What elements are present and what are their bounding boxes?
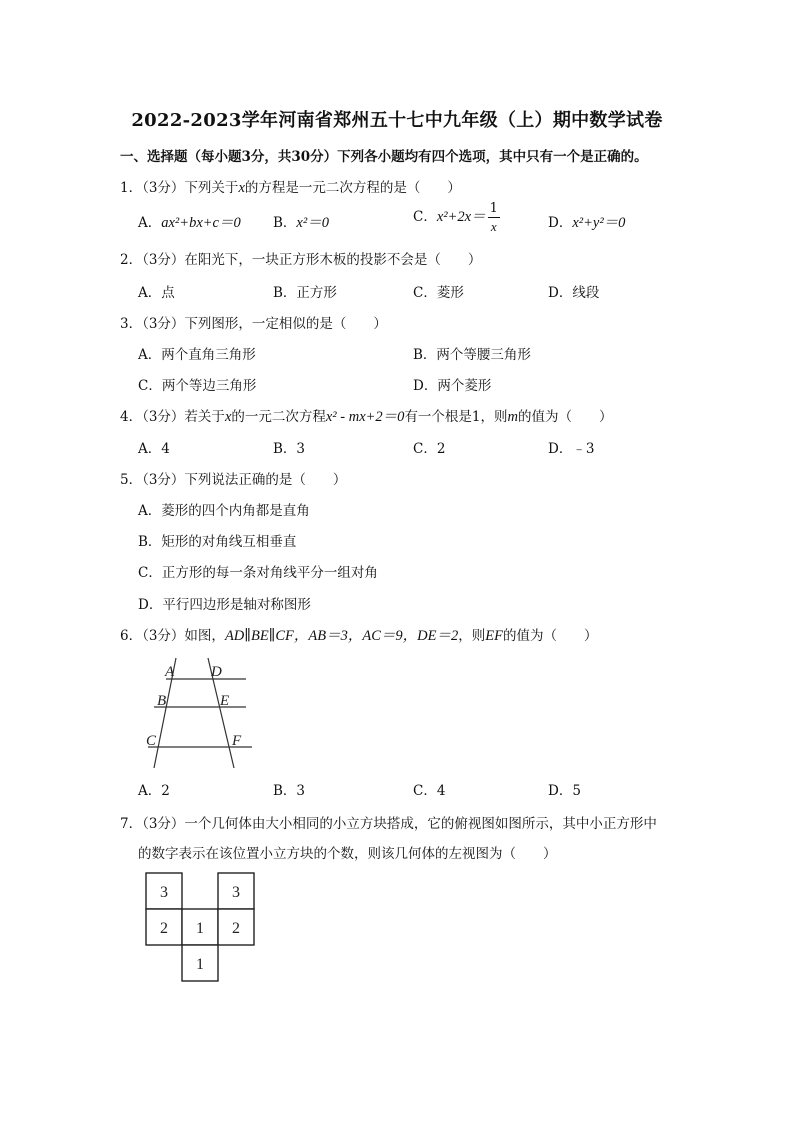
question-7-line-2: 的数字表示在该位置小立方块的个数，则该几何体的左视图为（ ）: [138, 846, 557, 862]
q3-option-d[interactable]: D．两个菱形: [413, 378, 492, 394]
page-title: 2022-2023学年河南省郑州五十七中九年级（上）期中数学试卷: [131, 110, 663, 131]
q6-parallel-lines-figure: [140, 654, 260, 772]
q6-option-b[interactable]: B．3: [273, 783, 306, 799]
q5-option-b[interactable]: B．矩形的对角线互相垂直: [138, 534, 297, 550]
q5-option-d[interactable]: D．平行四边形是轴对称图形: [138, 597, 311, 613]
q3-option-a[interactable]: A．两个直角三角形: [138, 347, 256, 363]
q6-target: EF: [485, 628, 503, 644]
q4-option-b[interactable]: B．3: [273, 441, 306, 457]
figure-label-f: F: [232, 733, 242, 749]
q6-option-d[interactable]: D．5: [548, 783, 581, 799]
question-3: 3．（3分）下列图形，一定相似的是（ ）: [120, 316, 387, 332]
q5-option-c[interactable]: C．正方形的每一条对角线平分一组对角: [138, 565, 378, 581]
q1-option-a[interactable]: A．ax²+bx+c＝0: [138, 215, 241, 231]
q6-option-c[interactable]: C．4: [413, 783, 446, 799]
q1-option-d[interactable]: D．x²+y²＝0: [548, 215, 626, 231]
grid-value: 3: [232, 884, 240, 901]
question-6: 6．（3分）如图，AD∥BE∥CF，AB＝3，AC＝9，DE＝2，则EF的值为（ ）: [120, 628, 598, 644]
q4-option-d[interactable]: D．﹣3: [548, 441, 595, 457]
q1-var: x: [238, 180, 245, 196]
grid-value: 2: [160, 920, 168, 937]
q2-option-c[interactable]: C．菱形: [413, 285, 464, 301]
question-1: [120, 176, 461, 197]
question-4: 4．（3分）若关于x的一元二次方程x² - mx+2＝0有一个根是1，则m的值为（ ）: [120, 409, 613, 425]
section-heading: 一、选择题（每小题3分，共30分）下列各小题均有四个选项，其中只有一个是正确的。: [120, 149, 648, 165]
grid-value: 1: [196, 920, 204, 937]
q3-option-c[interactable]: C．两个等边三角形: [138, 378, 257, 394]
q1-option-d-expr: x²+y²＝0: [572, 215, 626, 231]
q1-option-a-expr: ax²+bx+c＝0: [161, 215, 241, 231]
q4-equation: x² - mx+2＝0: [325, 409, 405, 425]
question-2: 2．（3分）在阳光下，一块正方形木板的投影不会是（ ）: [120, 252, 482, 268]
q6-option-a[interactable]: A．2: [138, 783, 170, 799]
q4-option-c[interactable]: C．2: [413, 441, 446, 457]
q1-label: 1．（3分）下列关于: [120, 180, 239, 196]
q4-option-a[interactable]: A．4: [138, 441, 170, 457]
q1-option-c[interactable]: C．x²+2x＝ $\frac{1}{x}$: [413, 201, 498, 234]
question-7-line-1: 7．（3分）一个几何体由大小相同的小立方块搭成，它的俯视图如图所示，其中小正方形中: [120, 816, 657, 832]
q7-top-view-grid: [144, 871, 258, 987]
q4-var-x: x: [224, 409, 232, 425]
figure-label-c: C: [146, 733, 157, 749]
grid-value: 2: [232, 920, 240, 937]
figure-label-e: E: [220, 693, 230, 709]
q1-option-b-expr: x²＝0: [296, 215, 329, 231]
figure-label-d: D: [211, 664, 222, 680]
grid-value: 3: [160, 884, 168, 901]
q4-var-m: m: [507, 409, 519, 425]
figure-label-b: B: [157, 693, 167, 709]
question-5: 5．（3分）下列说法正确的是（ ）: [120, 472, 347, 488]
grid-value: 1: [196, 956, 204, 973]
q2-option-d[interactable]: D．线段: [548, 285, 600, 301]
q1-option-c-expr: x²+2x＝: [436, 209, 486, 225]
q1-option-b[interactable]: B．x²＝0: [273, 215, 329, 231]
q5-option-a[interactable]: A．菱形的四个内角都是直角: [138, 503, 310, 519]
q1-option-c-fraction: $\frac{1}{x}$: [489, 201, 498, 234]
q1-rest: 的方程是一元二次方程的是（ ）: [244, 180, 461, 196]
figure-label-a: A: [165, 664, 175, 680]
q3-option-b[interactable]: B．两个等腰三角形: [413, 347, 531, 363]
q2-option-a[interactable]: A．点: [138, 285, 175, 301]
q2-option-b[interactable]: B．正方形: [273, 285, 337, 301]
q6-given: AD∥BE∥CF，AB＝3，AC＝9，DE＝2: [224, 628, 459, 644]
